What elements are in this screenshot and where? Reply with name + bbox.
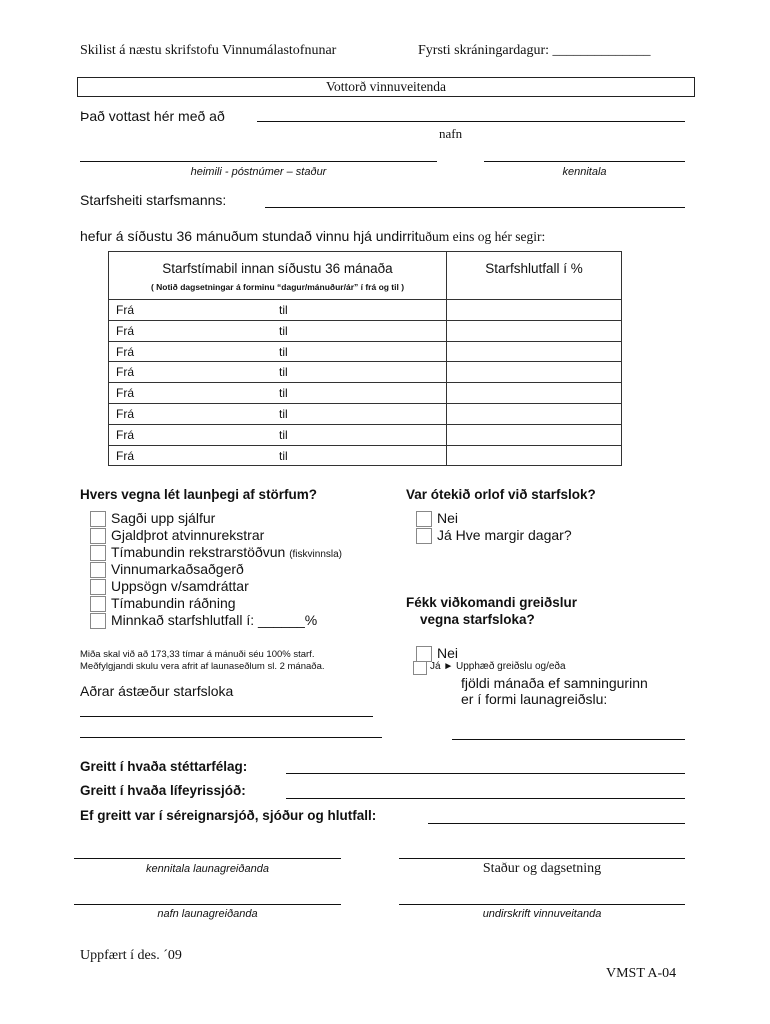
seasonal-note: (fiskvinnsla) (289, 549, 342, 560)
to-label: til (279, 386, 288, 401)
to-label: til (279, 365, 288, 380)
ratio-cell[interactable] (447, 341, 622, 362)
reason-heading: Hvers vegna lét launþegi af störfum? (80, 487, 318, 502)
reason-label-labour-market: Vinnumarkaðsaðgerð (111, 561, 244, 577)
from-label: Frá (116, 303, 134, 317)
reason-checkbox-temp-contract[interactable] (90, 596, 106, 612)
updated-note: Uppfært í des. ´09 (80, 948, 182, 963)
ratio-cell[interactable] (447, 383, 622, 404)
from-label: Frá (116, 406, 134, 421)
period-note: ( Notið dagsetningar á forminu “dagur/mánuður/ár” í frá og til ) (150, 282, 405, 292)
reason-label-layoff: Uppsögn v/samdráttar (111, 578, 249, 594)
from-label: Frá (116, 448, 134, 463)
job-title-line[interactable] (265, 207, 685, 208)
union-label: Greitt í hvaða stéttarfélag: (80, 759, 248, 774)
from-label: Frá (116, 427, 134, 442)
reason-checkbox-layoff[interactable] (90, 579, 106, 595)
reason-checkbox-labour-market[interactable] (90, 562, 106, 578)
pension-line[interactable] (286, 798, 685, 799)
to-label: til (279, 448, 288, 463)
period-cell[interactable] (109, 445, 447, 466)
job-title-label: Starfsheiti starfsmanns: (80, 192, 227, 208)
table-row (109, 300, 622, 321)
to-label: til (279, 303, 288, 317)
from-label: Frá (116, 323, 134, 338)
severance-checkbox-no[interactable] (416, 646, 432, 662)
form-title: Vottorð vinnuveitenda (77, 77, 695, 97)
employer-ssn-line[interactable] (74, 858, 341, 859)
from-label: Frá (116, 365, 134, 380)
pension-label: Greitt í hvaða lífeyrissjóð: (80, 783, 246, 798)
payslip-note: Meðfylgjandi skulu vera afrit af launaseðlum sl. 2 mánaða. (80, 661, 325, 672)
place-date-line[interactable] (399, 858, 685, 859)
severance-label-no: Nei (437, 645, 459, 661)
employer-ssn-caption: kennitala launagreiðanda (146, 863, 269, 875)
reason-label-bankruptcy: Gjaldþrot atvinnurekstrar (111, 527, 265, 543)
ratio-cell[interactable] (447, 445, 622, 466)
worked-sentence-part-1: hefur á síðustu 36 mánuðum stundað vinnu hjá undirrit (80, 228, 419, 244)
ratio-header-cell (447, 252, 622, 300)
ssn-caption: kennitala (562, 166, 607, 178)
office-instruction: Skilist á næstu skrifstofu Vinnumálastofnunar (80, 43, 337, 58)
period-cell[interactable] (109, 341, 447, 362)
period-cell[interactable] (109, 383, 447, 404)
to-label: til (279, 427, 288, 442)
table-row (109, 341, 622, 362)
severance-months-2: er í formi launagreiðslu: (461, 691, 608, 707)
period-cell[interactable] (109, 320, 447, 341)
union-line[interactable] (286, 773, 685, 774)
to-label: til (279, 323, 288, 338)
severance-label-yes: Já ► Upphæð greiðslu og/eða (430, 661, 566, 672)
table-row (109, 403, 622, 424)
other-reasons-line-2[interactable] (80, 737, 382, 738)
signature-caption: undirskrift vinnuveitanda (482, 908, 602, 920)
period-cell[interactable] (109, 403, 447, 424)
table-row (109, 383, 622, 404)
period-header: Starfstímabil innan síðustu 36 mánaða (162, 261, 393, 276)
form-code: VMST A-04 (606, 966, 677, 981)
vacation-heading: Var ótekið orlof við starfslok? (406, 487, 596, 502)
address-caption: heimili - póstnúmer – staður (190, 166, 327, 178)
reason-label-temporary-stop-text: Tímabundin rekstrarstöðvun (111, 544, 286, 560)
address-line[interactable] (80, 161, 437, 162)
to-label: til (279, 406, 288, 421)
employee-name-line[interactable] (257, 121, 685, 122)
first-registration-date-label: Fyrsti skráningardagur: ______________ (418, 43, 651, 58)
to-label: til (279, 344, 288, 359)
table-row (109, 445, 622, 466)
ratio-cell[interactable] (447, 403, 622, 424)
vacation-checkbox-yes[interactable] (416, 528, 432, 544)
vacation-checkbox-no[interactable] (416, 511, 432, 527)
period-cell[interactable] (109, 424, 447, 445)
worked-sentence-part-2: uðum eins og hér segir: (418, 229, 546, 244)
from-label: Frá (116, 386, 134, 401)
name-caption: nafn (439, 126, 463, 141)
reason-checkbox-bankruptcy[interactable] (90, 528, 106, 544)
ratio-cell[interactable] (447, 424, 622, 445)
table-row (109, 320, 622, 341)
severance-heading-2: vegna starfsloka? (420, 612, 535, 627)
reason-label-temporary-stop (111, 544, 342, 560)
severance-amount-line[interactable] (452, 739, 685, 740)
other-reasons-label: Aðrar ástæður starfsloka (80, 683, 234, 699)
other-reasons-line-1[interactable] (80, 716, 373, 717)
from-label: Frá (116, 344, 134, 359)
hours-note: Miða skal við að 173,33 tímar á mánuði séu 100% starf. (80, 649, 315, 660)
period-cell[interactable] (109, 300, 447, 321)
table-row (109, 362, 622, 383)
certify-lead: Það vottast hér með að (80, 108, 225, 124)
ratio-cell[interactable] (447, 362, 622, 383)
private-pension-line[interactable] (428, 823, 685, 824)
reason-label-temp-contract: Tímabundin ráðning (111, 595, 236, 611)
reason-checkbox-resigned[interactable] (90, 511, 106, 527)
vacation-label-yes: Já Hve margir dagar? (437, 527, 572, 543)
reason-checkbox-temporary-stop[interactable] (90, 545, 106, 561)
employer-name-line[interactable] (74, 904, 341, 905)
place-date-caption: Staður og dagsetning (482, 861, 602, 876)
period-cell[interactable] (109, 362, 447, 383)
ratio-header: Starfshlutfall í % (485, 261, 583, 276)
employer-name-caption: nafn launagreiðanda (157, 908, 258, 920)
ssn-line[interactable] (484, 161, 685, 162)
ratio-cell[interactable] (447, 300, 622, 321)
vacation-label-no: Nei (437, 510, 459, 526)
worked-sentence (80, 228, 545, 246)
private-pension-label: Ef greitt var í séreignarsjóð, sjóður og hlutfall: (80, 808, 377, 823)
reason-checkbox-reduced-ratio[interactable] (90, 613, 106, 629)
ratio-cell[interactable] (447, 320, 622, 341)
signature-line[interactable] (399, 904, 685, 905)
severance-heading-1: Fékk viðkomandi greiðslur (406, 595, 578, 610)
reason-label-resigned: Sagði upp sjálfur (111, 510, 216, 526)
period-header-cell (109, 252, 447, 300)
employment-period-table (108, 251, 622, 466)
severance-checkbox-yes[interactable] (413, 661, 427, 675)
reason-label-reduced-ratio: Minnkað starfshlutfall í: ______% (111, 612, 318, 628)
table-row (109, 424, 622, 445)
severance-months-1: fjöldi mánaða ef samningurinn (461, 675, 648, 691)
